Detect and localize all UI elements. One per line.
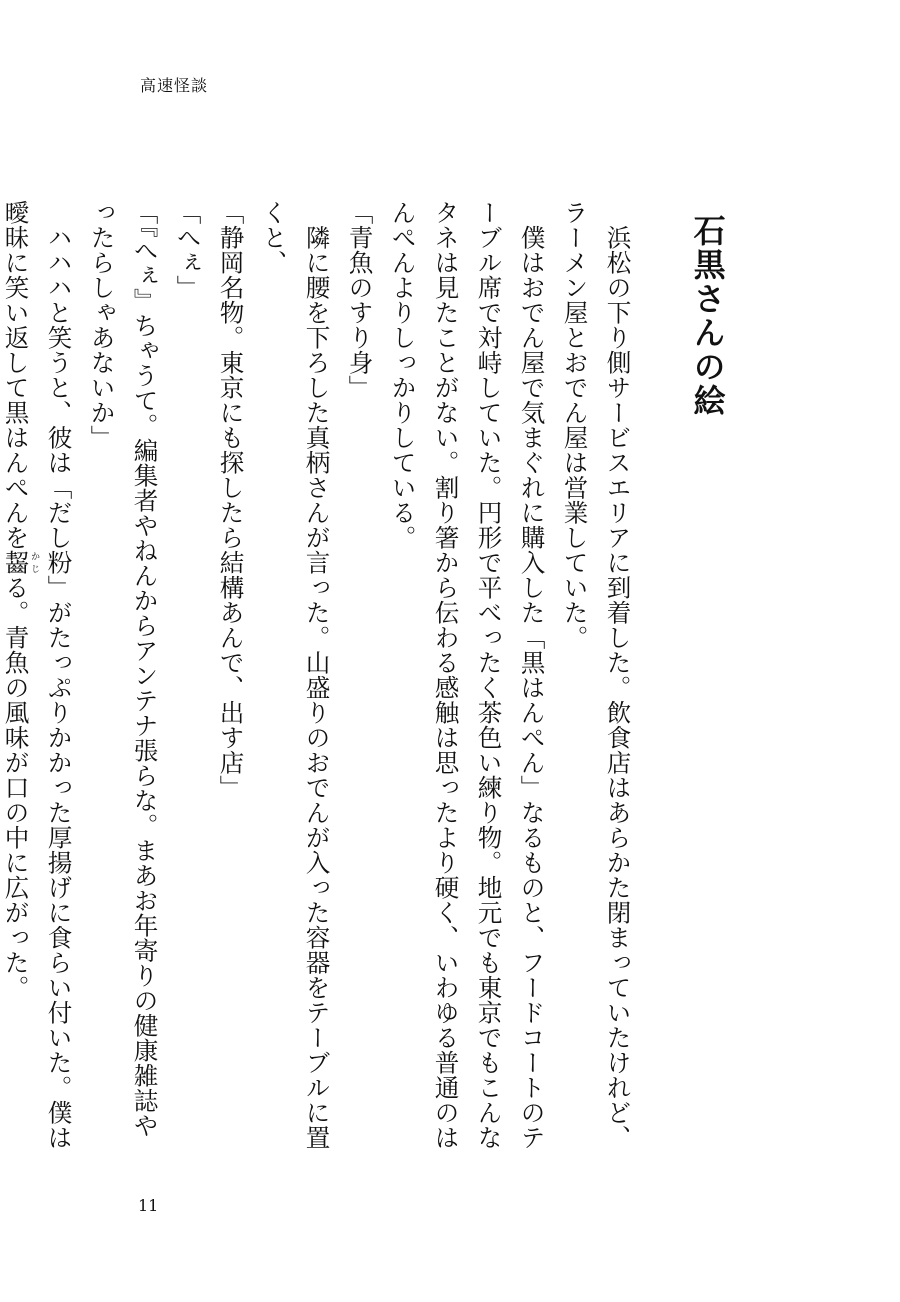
dialogue-4: 「『へぇ』ちゃうて。編集者やねんからアンテナ張らな。まあお年寄りの健康雑誌やったらしゃあないか」	[87, 200, 160, 1138]
paragraph-2: 僕はおでん屋で気まぐれに購入した「黒はんぺん」なるものと、フードコートのテーブル席で対峙していた。円形で平べったく茶色い練り物。地元でも東京でもこんなタネは見たことがない。割り箸から伝わる感触は思ったより硬く、いわゆる普通のはんぺんよりしっかりしている。	[388, 200, 547, 1150]
running-head-title: 高速怪談	[140, 76, 209, 95]
paragraph-4	[0, 200, 81, 1160]
page-number: 11	[138, 1196, 159, 1215]
ruby-kaji	[1, 550, 40, 575]
story-title: 石黒さんの絵	[688, 214, 727, 418]
paragraph-1: 浜松の下り側サービスエリアに到着した。飲食店はあらかた閉まっていたけれど、ラーメン屋とおでん屋は営業していた。	[560, 200, 633, 1150]
paragraph-4-text-b: る。青魚の風味が口の中に広がった。	[1, 575, 31, 1000]
dialogue-1: 「青魚のすり身」	[345, 200, 375, 400]
dialogue-2: 「静岡名物。東京にも探したら結構あんで、出す店」	[216, 200, 246, 800]
paragraph-4-text-a: ハハハと笑うと、彼は「だし粉」がたっぷりかかった厚揚げに食らい付いた。僕は曖昧に笑い返して黒はんぺんを	[1, 200, 74, 1150]
paragraph-3: 隣に腰を下ろした真柄さんが言った。山盛りのおでんが入った容器をテーブルに置くと、	[259, 200, 332, 1150]
ruby-kaji-reading: かじ	[29, 550, 40, 575]
dialogue-3: 「へぇ」	[173, 200, 203, 300]
ruby-kaji-base: 齧	[1, 550, 31, 575]
vertical-text-body	[0, 200, 750, 1160]
